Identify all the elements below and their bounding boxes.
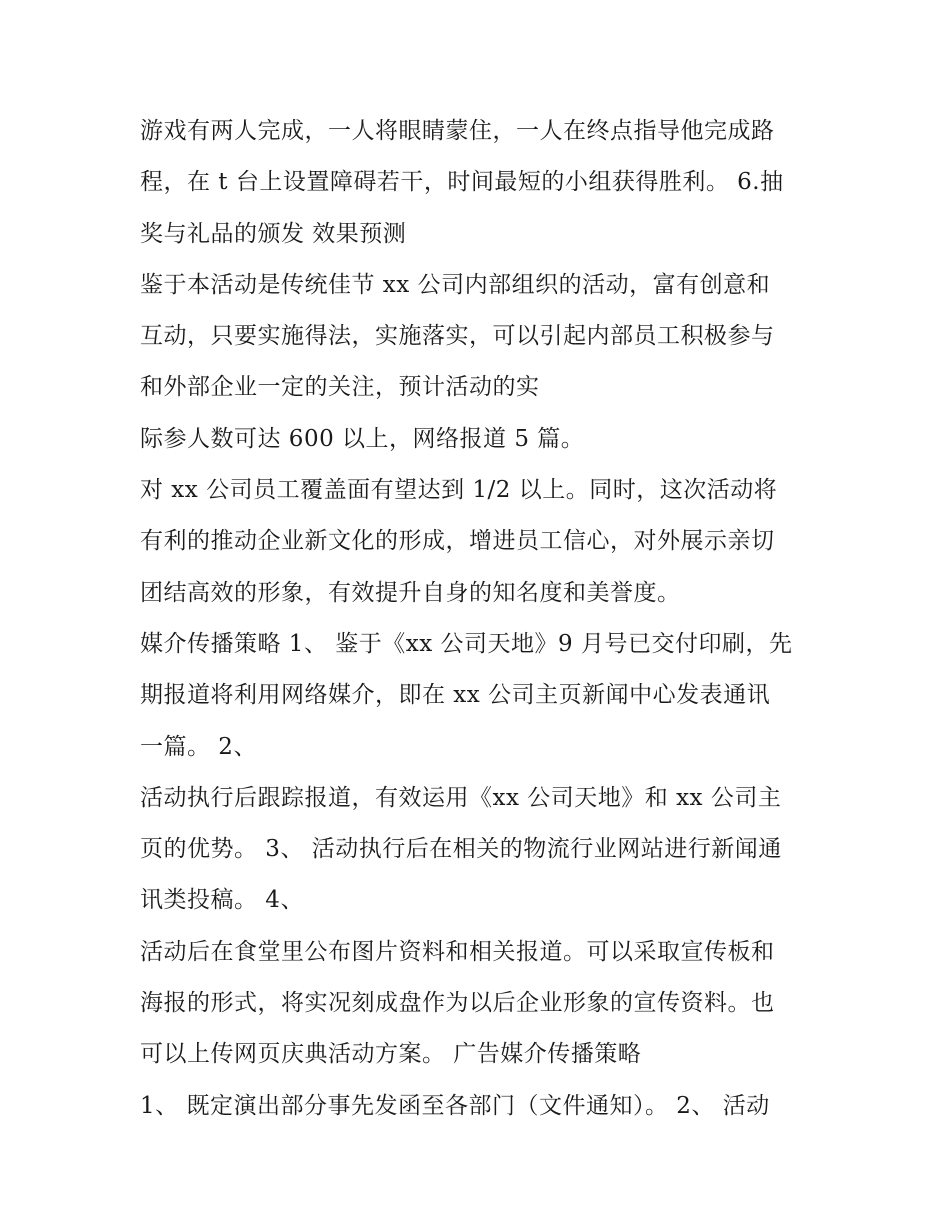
text-line: 讯类投稿。 4、: [140, 887, 304, 914]
text-line: 媒介传播策略 1、 鉴于《xx 公司天地》9 月号已交付印刷，先: [140, 630, 793, 657]
text-line: 可以上传网页庆典活动方案。 广告媒介传播策略: [140, 1041, 642, 1068]
text-line: 奖与礼品的颁发 效果预测: [140, 220, 407, 247]
text-line: 际参人数可达 600 以上，网络报道 5 篇。: [140, 425, 585, 452]
document-body: [140, 106, 820, 1132]
text-line: 和外部企业一定的关注，预计活动的实: [140, 374, 540, 401]
text-line: 程，在 t 台上设置障碍若干，时间最短的小组获得胜利。 6.抽: [140, 169, 784, 196]
text-line: 1、 既定演出部分事先发函至各部门（文件通知）。 2、 活动: [140, 1092, 770, 1119]
text-line: 互动，只要实施得法，实施落实，可以引起内部员工积极参与: [140, 323, 775, 350]
text-line: 对 xx 公司员工覆盖面有望达到 1/2 以上。同时，这次活动将: [140, 477, 778, 504]
text-line: 海报的形式，将实况刻成盘作为以后企业形象的宣传资料。也: [140, 990, 775, 1017]
text-line: 页的优势。 3、 活动执行后在相关的物流行业网站进行新闻通: [140, 836, 782, 863]
text-line: 期报道将利用网络媒介，即在 xx 公司主页新闻中心发表通讯: [140, 682, 771, 709]
text-line: 鉴于本活动是传统佳节 xx 公司内部组织的活动，富有创意和: [140, 271, 771, 298]
text-line: 活动后在食堂里公布图片资料和相关报道。可以采取宣传板和: [140, 938, 775, 965]
text-line: 团结高效的形象，有效提升自身的知名度和美誉度。: [140, 579, 681, 606]
text-line: 一篇。 2、: [140, 733, 257, 760]
text-line: 游戏有两人完成，一人将眼睛蒙住，一人在终点指导他完成路: [140, 118, 775, 144]
text-line: 有利的推动企业新文化的形成，增进员工信心，对外展示亲切: [140, 528, 775, 555]
text-line: 活动执行后跟踪报道，有效运用《xx 公司天地》和 xx 公司主: [140, 784, 782, 811]
